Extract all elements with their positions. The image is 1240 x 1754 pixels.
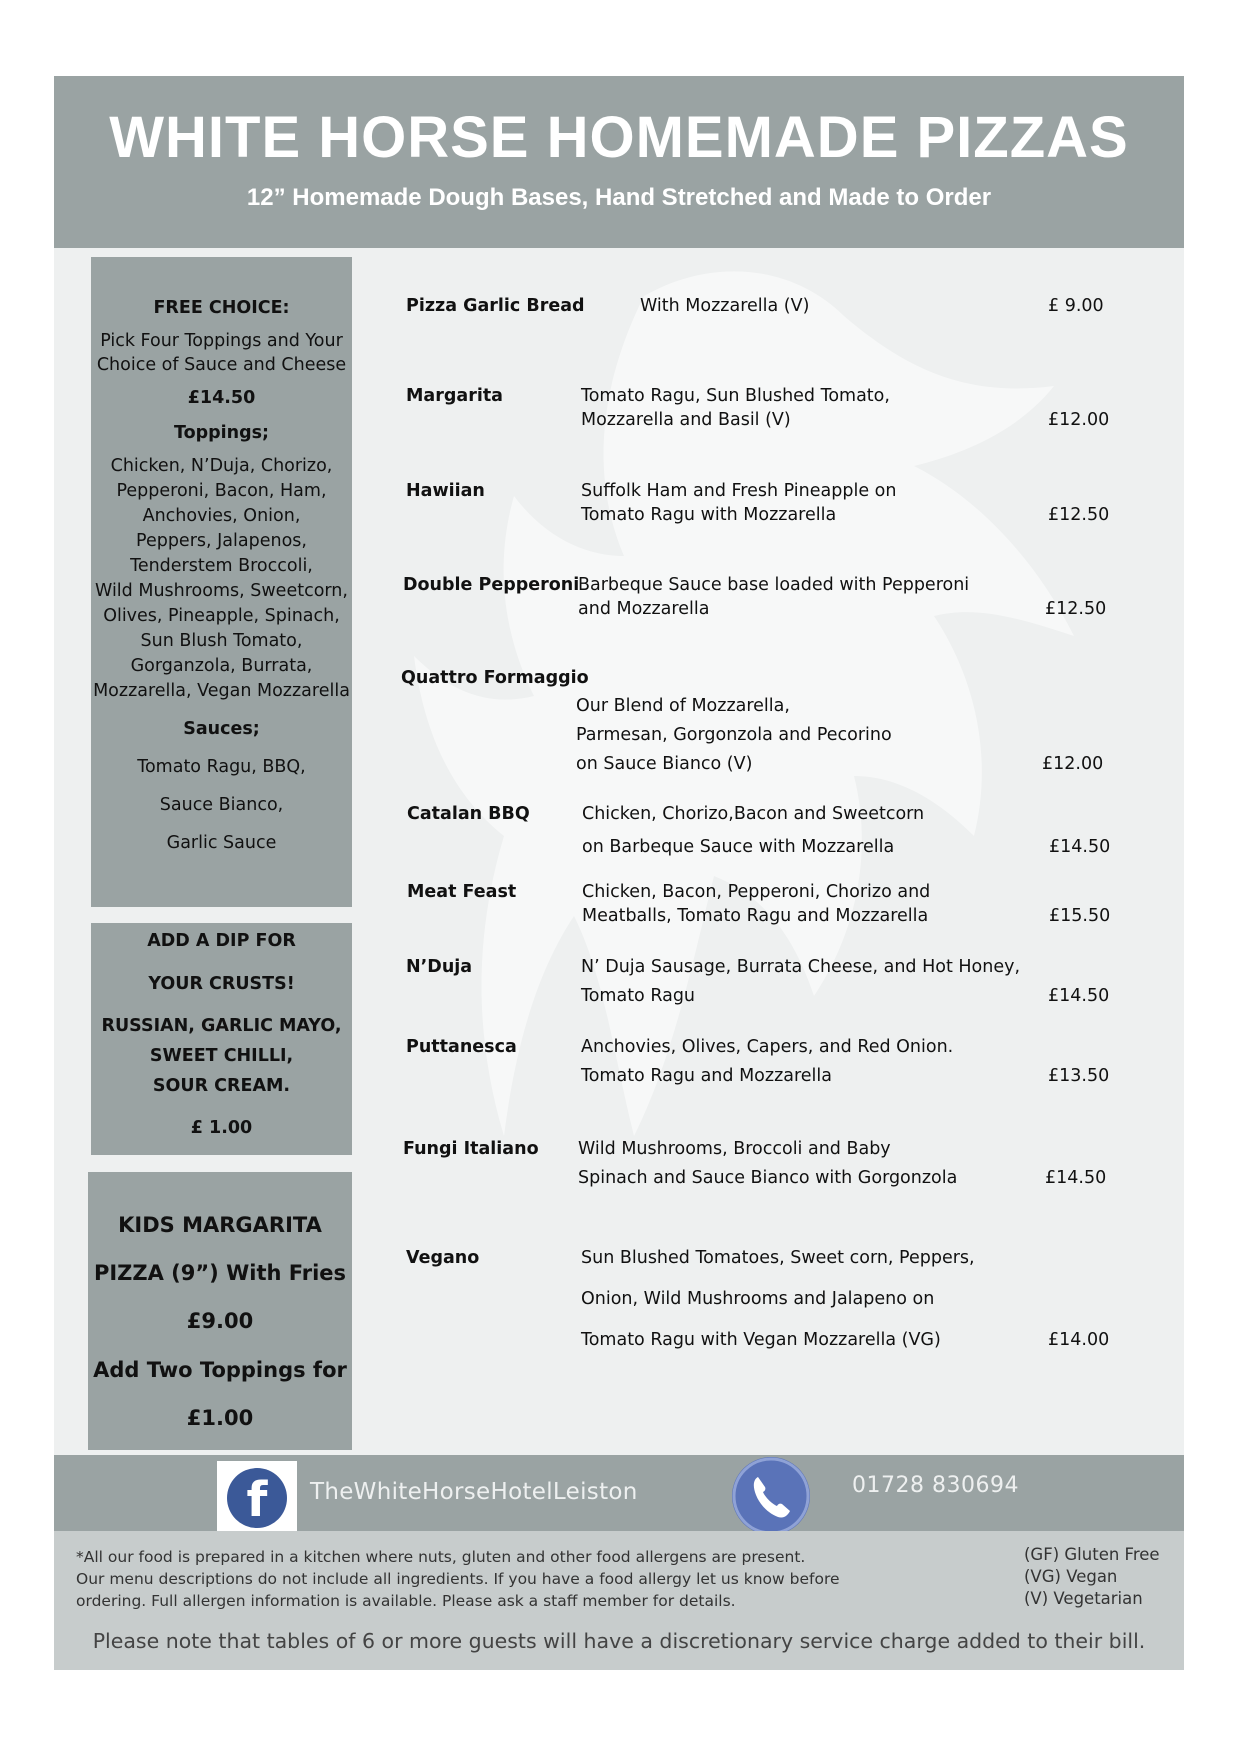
allergen-line: ordering. Full allergen information is available. Please ask a staff member for details.: [76, 1592, 736, 1610]
topping-line: Peppers, Jalapenos,: [136, 531, 307, 551]
menu-item-desc: Mozzarella and Basil (V): [581, 410, 791, 430]
menu-item-name: Pizza Garlic Bread: [406, 296, 585, 316]
menu-item-price: £14.50: [1048, 986, 1110, 1006]
kids-line: PIZZA (9”) With Fries: [93, 1261, 347, 1285]
topping-line: Anchovies, Onion,: [142, 506, 301, 526]
legend-vegetarian: (V) Vegetarian: [1024, 1589, 1143, 1608]
menu-item-desc: Tomato Ragu with Vegan Mozzarella (VG): [581, 1330, 941, 1350]
phone-number[interactable]: 01728 830694: [852, 1473, 1019, 1498]
kids-box: [88, 1172, 352, 1450]
menu-item-desc: Our Blend of Mozzarella,: [576, 696, 790, 716]
menu-item-desc: Barbeque Sauce base loaded with Pepperoni: [578, 575, 970, 595]
menu-item-price: £12.50: [1048, 505, 1110, 525]
menu-item-name: Meat Feast: [407, 882, 517, 902]
page-subtitle: 12” Homemade Dough Bases, Hand Stretched and Made to Order: [246, 184, 992, 211]
menu-item-desc: Onion, Wild Mushrooms and Jalapeno on: [581, 1289, 935, 1309]
menu-item-name: Hawiian: [406, 481, 485, 501]
menu-item-desc: With Mozzarella (V): [640, 296, 810, 316]
facebook-icon[interactable]: f: [227, 1468, 287, 1528]
facebook-link[interactable]: TheWhiteHorseHotelLeiston: [310, 1479, 638, 1505]
menu-item-price: £14.50: [1049, 837, 1111, 857]
topping-line: Pepperoni, Bacon, Ham,: [116, 481, 327, 501]
menu-item-desc: on Sauce Bianco (V): [576, 754, 753, 774]
menu-item-desc: Parmesan, Gorgonzola and Pecorino: [576, 725, 892, 745]
menu-item-price: £13.50: [1048, 1066, 1110, 1086]
kids-line: KIDS MARGARITA: [118, 1213, 322, 1237]
menu-item-desc: Wild Mushrooms, Broccoli and Baby: [578, 1139, 891, 1159]
menu-item-desc: Chicken, Chorizo,Bacon and Sweetcorn: [582, 804, 925, 824]
topping-line: Mozzarella, Vegan Mozzarella: [93, 681, 350, 701]
free-choice-heading: FREE CHOICE:: [153, 298, 290, 318]
kids-line: Add Two Toppings for: [93, 1358, 347, 1382]
phone-icon[interactable]: [732, 1457, 810, 1535]
menu-item-price: £12.00: [1042, 754, 1104, 774]
dip-line: SOUR CREAM.: [152, 1076, 291, 1096]
sauce-line: Garlic Sauce: [166, 833, 277, 853]
menu-item-name: Vegano: [406, 1248, 480, 1268]
kids-topping-price: £1.00: [186, 1406, 254, 1430]
allergen-line: *All our food is prepared in a kitchen where nuts, gluten and other food allergens are present.: [76, 1548, 806, 1566]
menu-item-price: £12.50: [1045, 599, 1107, 619]
topping-line: Gorganzola, Burrata,: [130, 656, 313, 676]
sauce-line: Sauce Bianco,: [159, 795, 284, 815]
menu-item-desc: Tomato Ragu with Mozzarella: [581, 505, 837, 525]
menu-item-name: Puttanesca: [406, 1037, 517, 1057]
menu-item-name: Double Pepperoni: [403, 575, 580, 595]
menu-item-desc: and Mozzarella: [578, 599, 710, 619]
menu-item-price: £12.00: [1048, 410, 1110, 430]
free-choice-price: £14.50: [187, 388, 256, 408]
topping-line: Sun Blush Tomato,: [140, 631, 303, 651]
topping-line: Tenderstem Broccoli,: [130, 556, 313, 576]
toppings-heading: Toppings;: [173, 423, 270, 443]
menu-item-name: Fungi Italiano: [403, 1139, 539, 1159]
dip-box: [91, 923, 352, 1155]
dip-line: SWEET CHILLI,: [149, 1046, 294, 1066]
topping-line: Chicken, N’Duja, Chorizo,: [110, 456, 333, 476]
menu-item-desc: Tomato Ragu and Mozzarella: [581, 1066, 832, 1086]
legend-vegan: (VG) Vegan: [1024, 1567, 1118, 1586]
menu-item-price: £15.50: [1049, 906, 1111, 926]
free-choice-box: [91, 257, 352, 907]
menu-item-desc: Tomato Ragu: [581, 986, 696, 1006]
allergen-line: Our menu descriptions do not include all ingredients. If you have a food allergy let us know before: [76, 1570, 840, 1588]
free-choice-desc-line: Pick Four Toppings and Your: [100, 331, 343, 351]
menu-item-desc: Anchovies, Olives, Capers, and Red Onion.: [581, 1037, 954, 1057]
menu-item-name: Catalan BBQ: [407, 804, 530, 824]
dip-line: RUSSIAN, GARLIC MAYO,: [101, 1016, 342, 1036]
dip-price: £ 1.00: [190, 1118, 253, 1138]
topping-line: Wild Mushrooms, Sweetcorn,: [95, 581, 348, 601]
dip-line: YOUR CRUSTS!: [148, 974, 295, 994]
menu-item-desc: Meatballs, Tomato Ragu and Mozzarella: [582, 906, 929, 926]
menu-item-desc: Tomato Ragu, Sun Blushed Tomato,: [581, 386, 890, 406]
menu-item-desc: N’ Duja Sausage, Burrata Cheese, and Hot Honey,: [581, 957, 1021, 977]
legend-gluten-free: (GF) Gluten Free: [1024, 1545, 1160, 1564]
service-charge-note: Please note that tables of 6 or more guests will have a discretionary service charge added to their bill.: [92, 1629, 1146, 1653]
menu-item-price: £14.00: [1048, 1330, 1110, 1350]
menu-item-desc: Spinach and Sauce Bianco with Gorgonzola: [578, 1168, 958, 1188]
menu-item-name: N’Duja: [406, 957, 473, 977]
header-banner: [54, 76, 1184, 248]
kids-price: £9.00: [186, 1309, 254, 1333]
menu-item-name: Quattro Formaggio: [401, 668, 589, 688]
menu-item-desc: Suffolk Ham and Fresh Pineapple on: [581, 481, 897, 501]
topping-line: Olives, Pineapple, Spinach,: [103, 606, 340, 626]
menu-sheet: [54, 76, 1184, 1670]
dip-line: ADD A DIP FOR: [147, 931, 296, 951]
menu-item-desc: on Barbeque Sauce with Mozzarella: [582, 837, 895, 857]
menu-item-price: £14.50: [1045, 1168, 1107, 1188]
sauces-heading: Sauces;: [183, 719, 260, 739]
menu-item-desc: Sun Blushed Tomatoes, Sweet corn, Peppers,: [581, 1248, 975, 1268]
free-choice-desc-line: Choice of Sauce and Cheese: [96, 355, 347, 375]
menu-item-desc: Chicken, Bacon, Pepperoni, Chorizo and: [582, 882, 931, 902]
menu-item-price: £ 9.00: [1048, 296, 1104, 316]
page-title: WHITE HORSE HOMEMADE PIZZAS: [109, 105, 1129, 170]
sauce-line: Tomato Ragu, BBQ,: [137, 757, 306, 777]
menu-item-name: Margarita: [406, 386, 503, 406]
